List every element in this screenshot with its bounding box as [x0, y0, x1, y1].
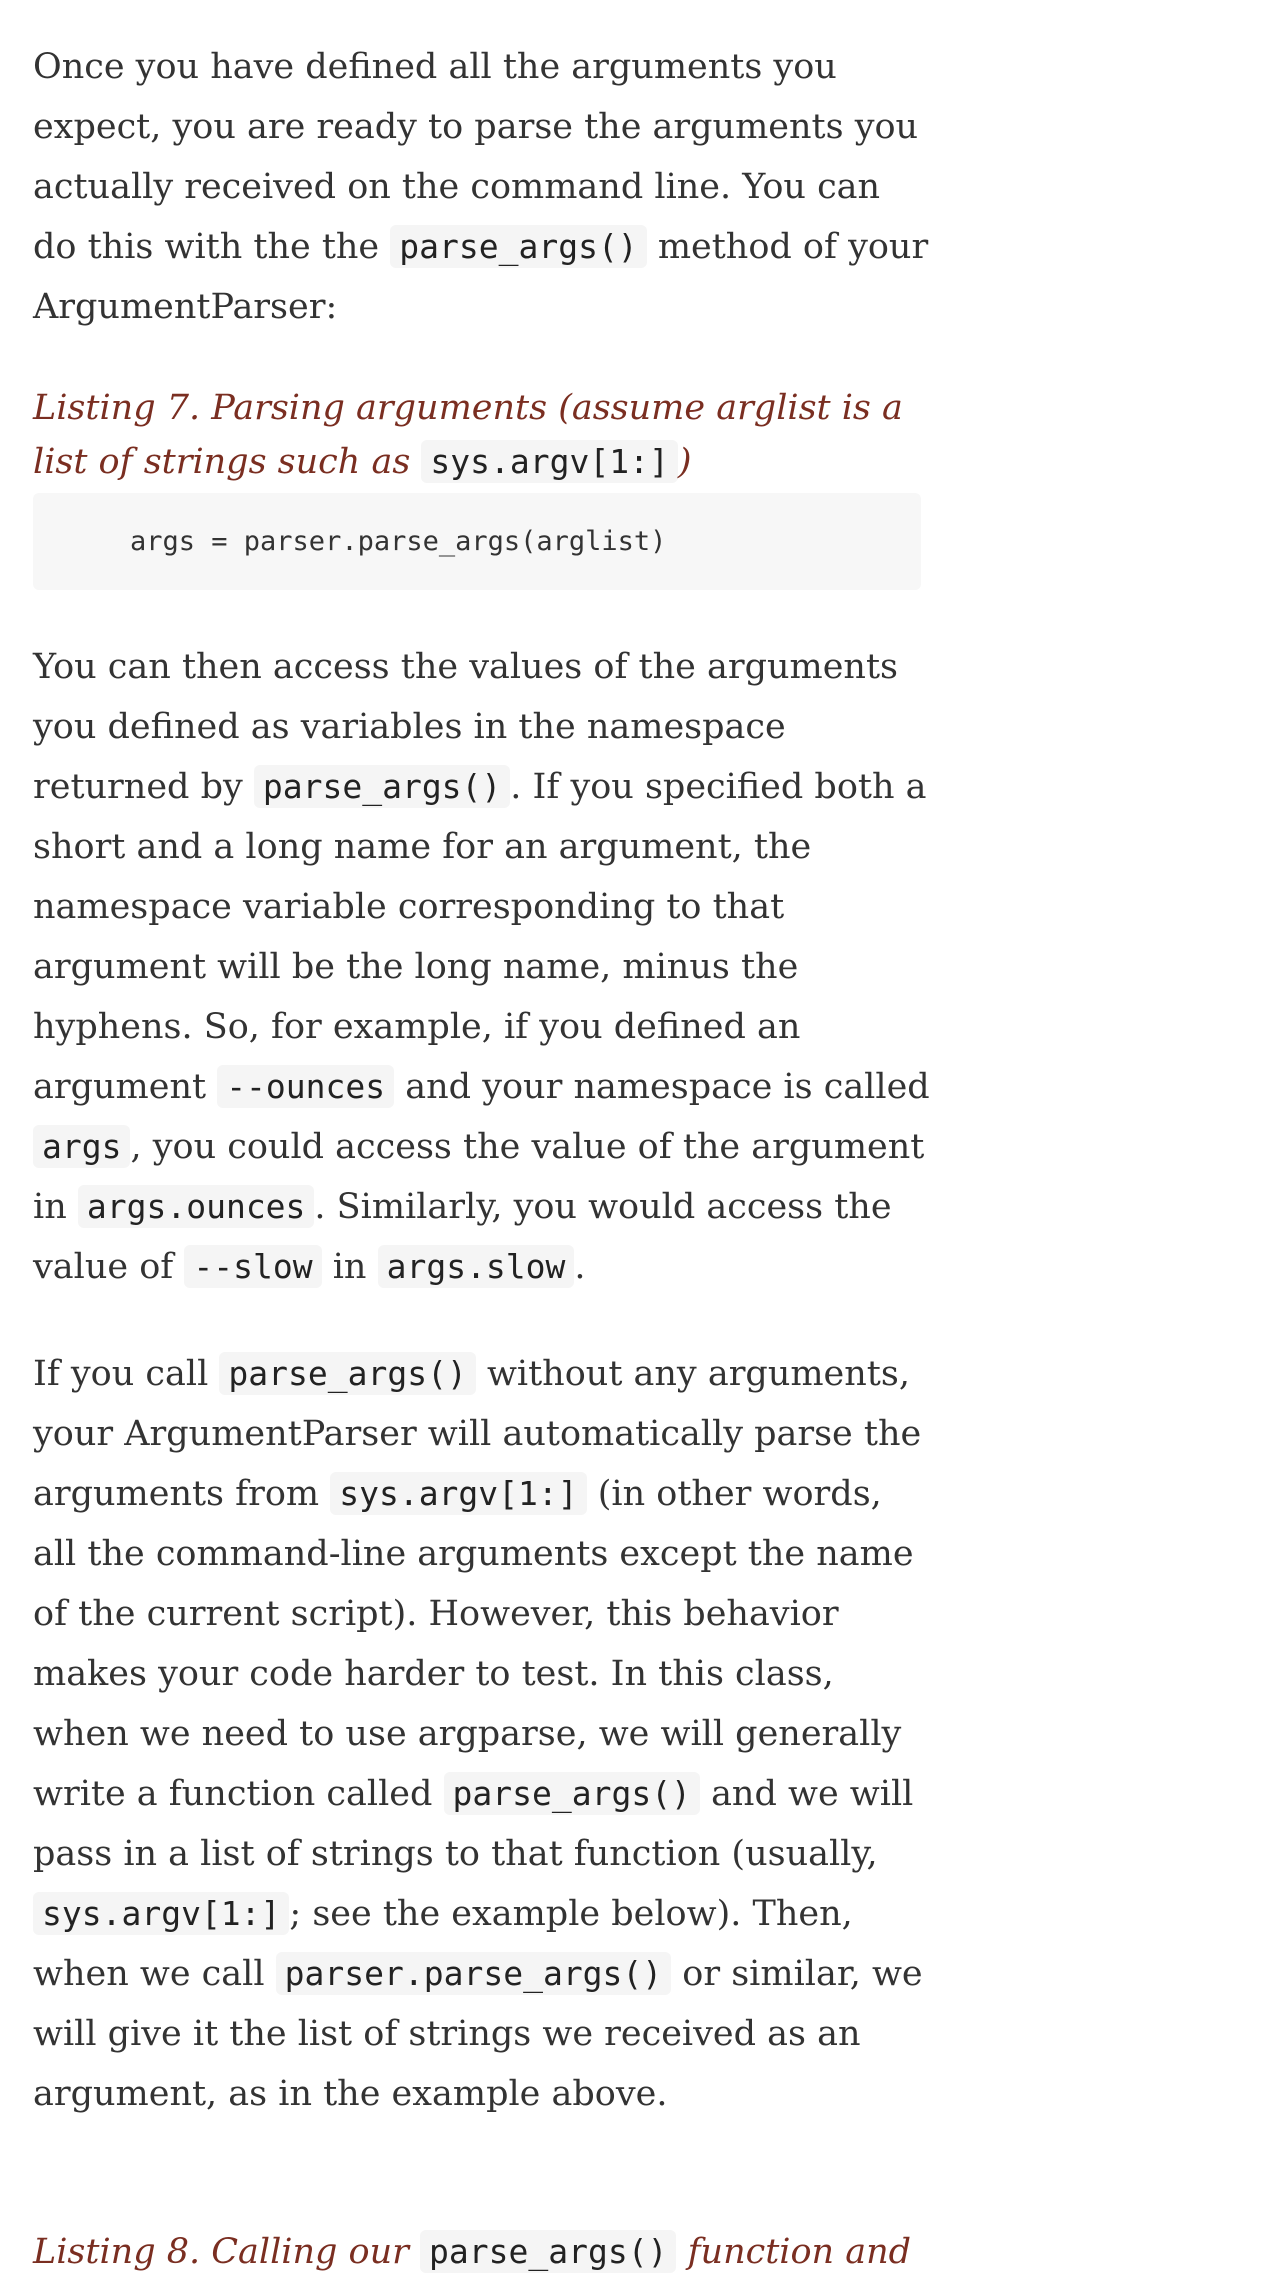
inline-code: sys.argv[1:]	[421, 440, 677, 483]
inline-code: sys.argv[1:]	[33, 1892, 289, 1935]
text: , you could access the value of the argument in	[33, 1127, 925, 1227]
inline-code: parser.parse_args()	[276, 1952, 672, 1995]
inline-code: --ounces	[217, 1065, 394, 1108]
caption-text: function and	[676, 2232, 912, 2272]
paragraph-parse-intro	[33, 37, 933, 337]
inline-code: parse_args()	[420, 2230, 676, 2273]
text: . Similarly, you would access the value of	[33, 1187, 892, 1287]
inline-code: parse_args()	[444, 1772, 700, 1815]
text: . If you specified both a short and a long name for an argument, the namespace variable corresponding to that argument will be the long name, minus the hyphens. So, for example, if you defined an argument	[33, 767, 927, 1107]
text: .	[574, 1247, 586, 1287]
caption-text: Listing 7. Parsing arguments (assume arglist is a list of strings such as	[33, 388, 903, 482]
inline-code: sys.argv[1:]	[330, 1472, 586, 1515]
listing-7-code-block: args = parser.parse_args(arglist)	[33, 493, 921, 590]
caption-text: )	[677, 442, 692, 482]
listing-8-caption	[33, 2225, 933, 2272]
inline-code: args.slow	[378, 1245, 575, 1288]
inline-code: parse_args()	[390, 225, 646, 268]
inline-code: args.ounces	[78, 1185, 315, 1228]
text: or similar, we will give it the list of strings we received as an argument, as in the example above.	[33, 1954, 923, 2114]
paragraph-default-behavior	[33, 1344, 933, 2124]
text: in	[321, 1247, 378, 1287]
text: method of your ArgumentParser:	[33, 227, 929, 327]
text: You can then access the values of the arguments you defined as variables in the namespace returned by	[33, 647, 898, 807]
text: and your namespace is called	[394, 1067, 930, 1107]
text: (in other words, all the command-line arguments except the name of the current script). However, this behavior makes your code harder to test. In this class, when we need to use argparse, we will generally write a function called	[33, 1474, 914, 1814]
caption-text: Listing 8. Calling our	[33, 2232, 421, 2272]
text: ; see the example below). Then, when we call	[33, 1894, 853, 1994]
inline-code: args	[33, 1125, 130, 1168]
text: If you call	[33, 1354, 220, 1394]
text: Once you have defined all the arguments you expect, you are ready to parse the arguments you actually received on the command line. You can do this with the the	[33, 47, 919, 267]
inline-code: --slow	[184, 1245, 321, 1288]
inline-code: parse_args()	[254, 765, 510, 808]
text: without any arguments, your ArgumentParser will automatically parse the arguments from	[33, 1354, 922, 1514]
paragraph-namespace	[33, 637, 933, 1297]
listing-7-caption	[33, 382, 933, 489]
inline-code: parse_args()	[219, 1352, 475, 1395]
text: and we will pass in a list of strings to that function (usually,	[33, 1774, 914, 1874]
